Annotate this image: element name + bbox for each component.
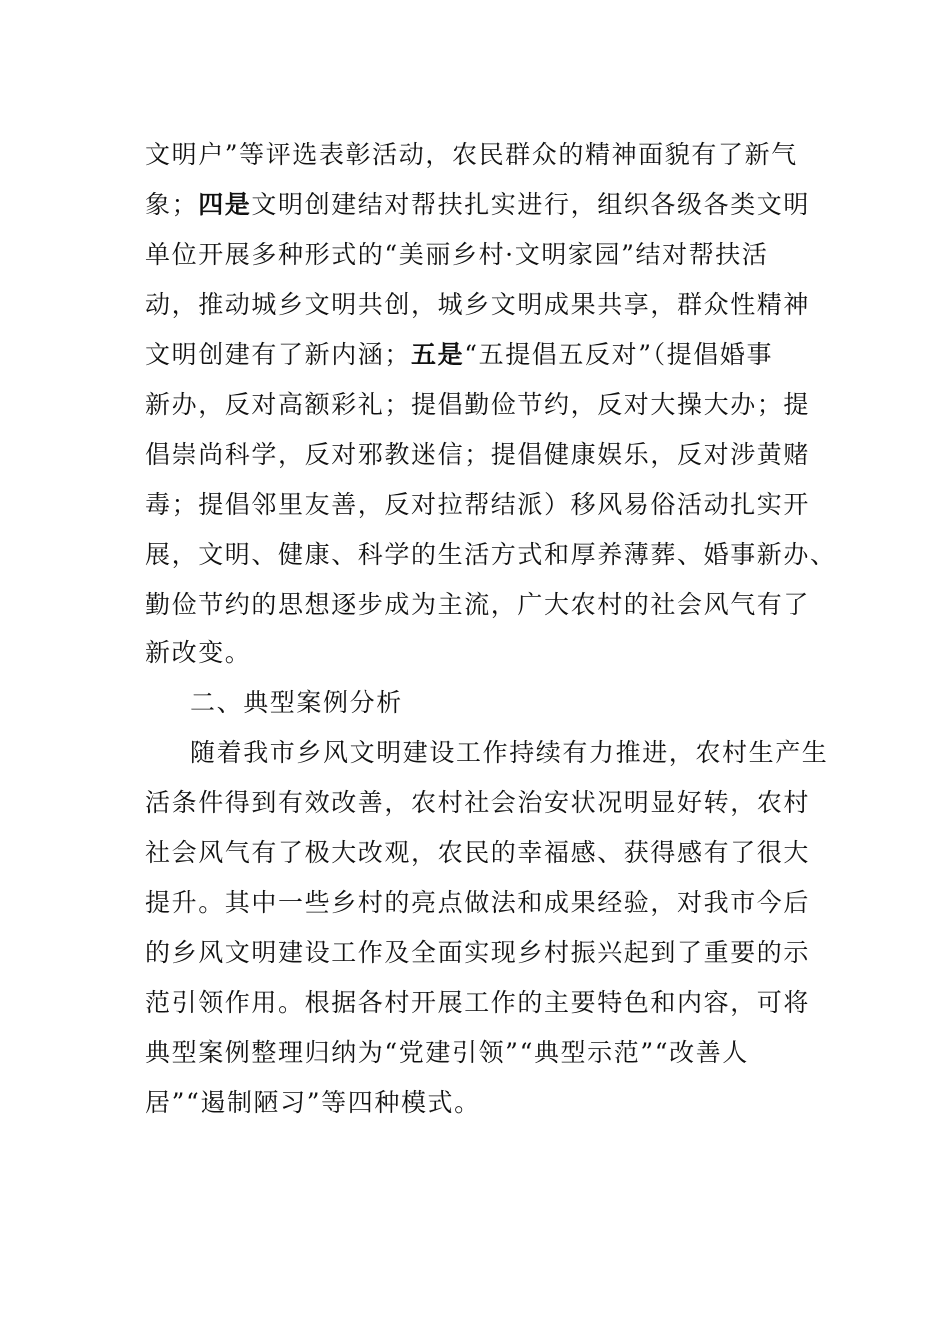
paragraph-line xyxy=(145,288,810,322)
text-run: 展，文明、健康、科学的生活方式和厚养薄葬、婚事新办、 xyxy=(145,540,837,569)
paragraph-line xyxy=(145,636,251,670)
text-run: 新改变。 xyxy=(145,638,252,667)
paragraph-line xyxy=(145,138,798,172)
text-run: 文明创建结对帮扶扎实进行，组织各级各类文明 xyxy=(251,190,811,219)
text-run: 象； xyxy=(145,190,199,219)
text-run: 新办，反对高额彩礼；提倡勤俭节约，反对大操大办；提 xyxy=(145,390,811,419)
paragraph-line: 社会风气有了极大改观，农民的幸福感、获得感有了很大 xyxy=(145,838,811,867)
text-run: 动，推动城乡文明共创，城乡文明成果共享，群众性精神 xyxy=(145,290,811,319)
paragraph-line: 提升。其中一些乡村的亮点做法和成果经验，对我市今后 xyxy=(145,888,811,917)
text-run: 单位开展多种形式的“美丽乡村·文明家园”结对帮扶活 xyxy=(145,240,769,269)
paragraph-line: 活条件得到有效改善，农村社会治安状况明显好转，农村 xyxy=(145,788,811,817)
bold-marker: 五是 xyxy=(411,340,465,369)
paragraph-line xyxy=(145,188,810,222)
bold-marker: 四是 xyxy=(198,190,252,219)
paragraph-line: 范引领作用。根据各村开展工作的主要特色和内容，可将 xyxy=(145,988,811,1017)
paragraph-line: 的乡风文明建设工作及全面实现乡村振兴起到了重要的示 xyxy=(145,938,811,967)
text-run: 勤俭节约的思想逐步成为主流，广大农村的社会风气有了 xyxy=(145,590,811,619)
paragraph-line xyxy=(145,388,810,422)
paragraph-line xyxy=(145,538,837,572)
text-run: 文明创建有了新内涵； xyxy=(145,340,412,369)
paragraph-line xyxy=(145,488,810,522)
paragraph-line xyxy=(145,438,810,472)
text-run: 文明户”等评选表彰活动，农民群众的精神面貌有了新气 xyxy=(145,140,798,169)
paragraph-line: 居”“遏制陋习”等四种模式。 xyxy=(145,1088,481,1117)
text-run: “五提倡五反对”（提倡婚事 xyxy=(464,340,774,369)
section-heading: 二、典型案例分析 xyxy=(190,688,403,717)
paragraph-line xyxy=(145,588,810,622)
paragraph-line xyxy=(145,338,773,372)
paragraph-line xyxy=(145,238,769,272)
paragraph-line: 随着我市乡风文明建设工作持续有力推进，农村生产生 xyxy=(190,738,829,767)
text-run: 倡崇尚科学，反对邪教迷信；提倡健康娱乐，反对涉黄赌 xyxy=(145,440,811,469)
paragraph-line: 典型案例整理归纳为“党建引领”“典型示范”“改善人 xyxy=(145,1038,749,1067)
text-run: 毒；提倡邻里友善，反对拉帮结派）移风易俗活动扎实开 xyxy=(145,490,811,519)
